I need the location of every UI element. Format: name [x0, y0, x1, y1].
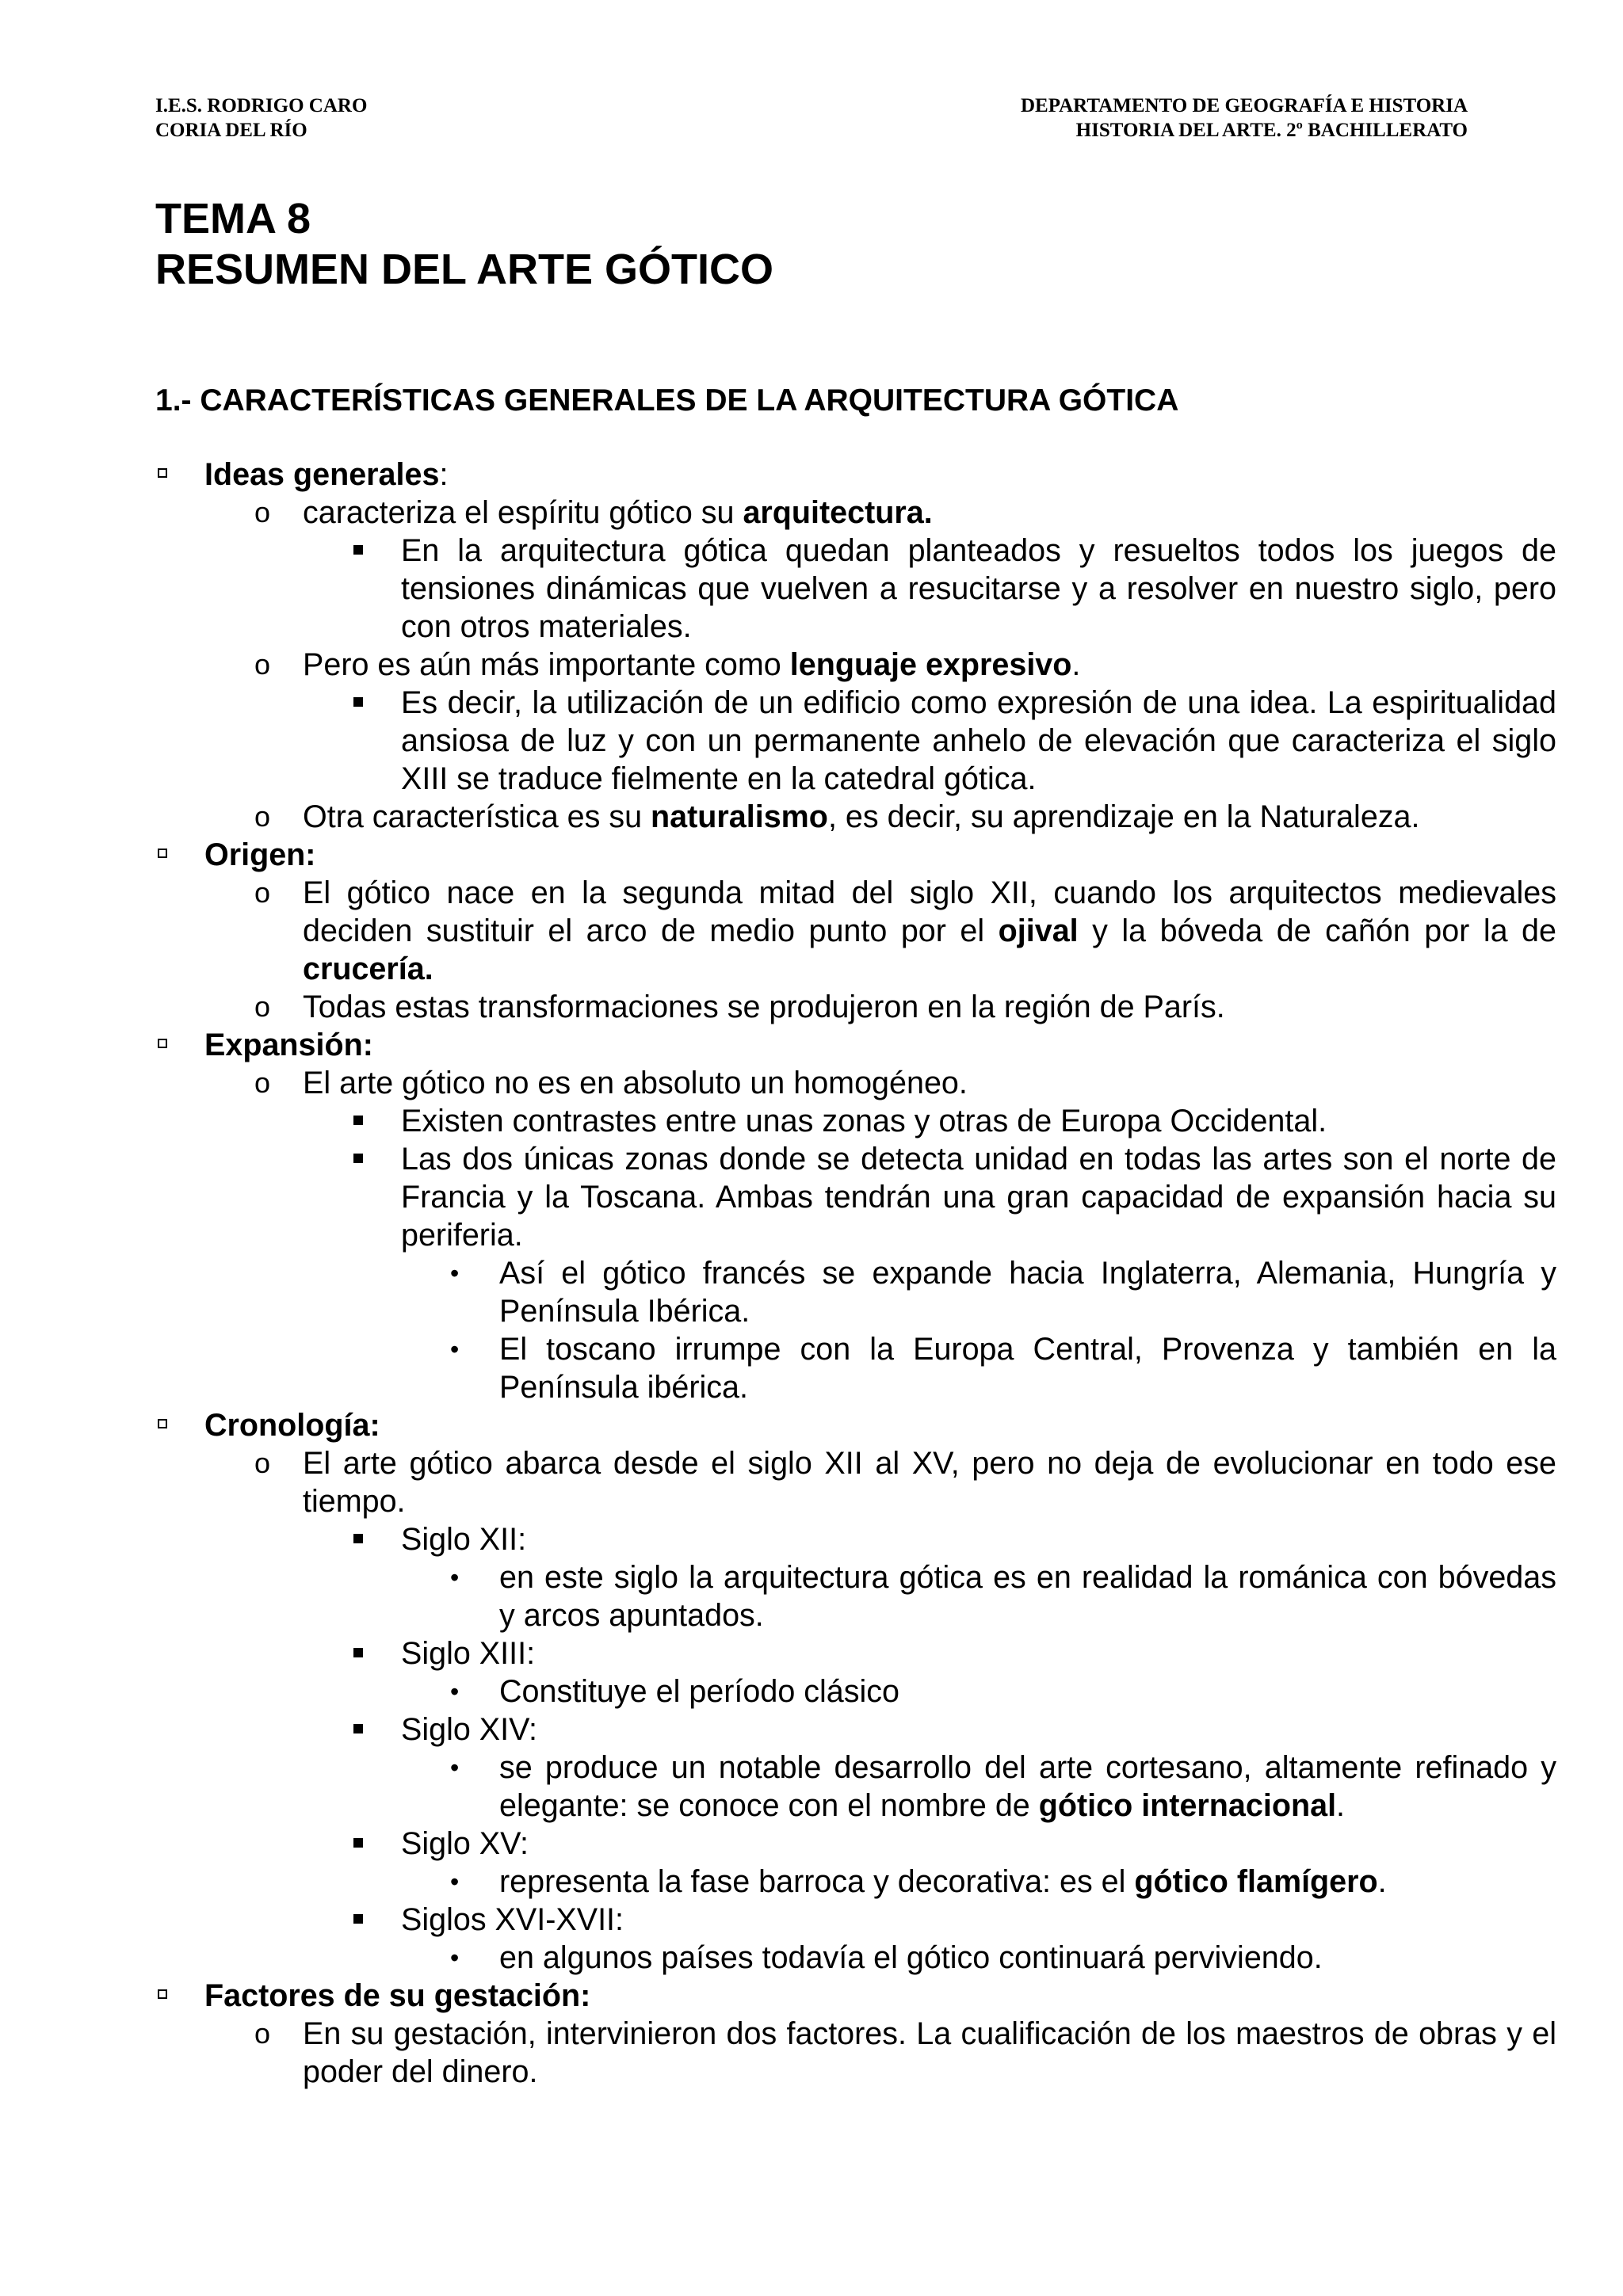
outline-item-text [401, 1142, 1556, 1253]
outline-item-text [303, 799, 1419, 834]
filled-square-bullet-icon [353, 1634, 363, 1672]
hollow-square-bullet-icon [158, 1026, 167, 1064]
title-line-2: RESUMEN DEL ARTE GÓTICO [155, 246, 774, 293]
section-heading: 1.- CARACTERÍSTICAS GENERALES DE LA ARQUITECTURA GÓTICA [155, 383, 1179, 418]
outline-item-level-1 [155, 456, 1550, 494]
bold-term: naturalismo [651, 799, 828, 834]
text-run: caracteriza el espíritu gótico su [303, 495, 743, 530]
round-dot-bullet-icon: • [450, 1335, 460, 1363]
filled-square-bullet-icon [353, 684, 363, 722]
outline-item-level-4 [155, 1749, 1556, 1825]
text-run: Así el gótico francés se expande hacia Inglaterra, Alemania, Hungría y Península Ibérica. [499, 1256, 1556, 1329]
text-run: El gótico nace en la segunda mitad del siglo XII, cuando los arquitectos medievales deciden sustituir el arco de medio punto por el [303, 875, 1556, 948]
hollow-square-bullet-icon [158, 836, 167, 874]
outline-item-level-2 [155, 646, 1556, 684]
filled-square-bullet-icon [353, 1520, 363, 1558]
hollow-square-bullet-icon [158, 456, 167, 494]
outline-item-level-3 [155, 1140, 1556, 1254]
outline-item-text [499, 1864, 1387, 1899]
filled-square-bullet-icon [353, 1711, 363, 1749]
round-dot-bullet-icon: • [450, 1677, 460, 1706]
round-dot-bullet-icon: • [450, 1259, 460, 1287]
school-town: CORIA DEL RÍO [155, 120, 307, 141]
bold-term: gótico flamígero [1134, 1864, 1378, 1899]
text-run: El toscano irrumpe con la Europa Central, Provenza y también en la Península ibérica. [499, 1332, 1556, 1405]
text-run: Siglo XIII: [401, 1636, 536, 1671]
outline-item-level-1 [155, 836, 1550, 874]
bold-term: ojival [998, 913, 1079, 948]
outline-item-level-3 [155, 1901, 1556, 1939]
outline-item-level-3 [155, 684, 1556, 798]
outline-item-text [204, 1978, 590, 2013]
title-line-1: TEMA 8 [155, 195, 311, 242]
round-dot-bullet-icon: • [450, 1753, 460, 1782]
outline-item-text [303, 875, 1556, 986]
outline-item-text [499, 1560, 1556, 1633]
text-run: Es decir, la utilización de un edificio como expresión de una idea. La espiritualidad ansiosa de luz y con un permanente anhelo de elevación que caracteriza el siglo XIII se traduce fielmente en la catedral gótica. [401, 685, 1556, 796]
bold-term: Cronología: [204, 1408, 380, 1443]
outline-item-level-2 [155, 2015, 1556, 2091]
bold-term: Ideas generales [204, 457, 440, 492]
outline-item-level-3 [155, 1634, 1556, 1672]
outline-item-level-2 [155, 494, 1556, 532]
bold-term: Factores de su gestación: [204, 1978, 591, 2013]
filled-square-bullet-icon [353, 1901, 363, 1939]
outline-item-text [401, 1902, 624, 1937]
outline-item-text [499, 1750, 1556, 1823]
outline-item-text [499, 1256, 1556, 1329]
text-run: Pero es aún más importante como [303, 647, 790, 682]
outline-item-level-4 [155, 1863, 1556, 1901]
circle-o-bullet-icon: o [254, 990, 271, 1023]
hollow-square-bullet-icon [158, 1406, 167, 1444]
outline-item-level-4 [155, 1330, 1556, 1406]
circle-o-bullet-icon: o [254, 1447, 271, 1479]
text-run: Todas estas transformaciones se produjeron en la región de París. [303, 990, 1225, 1024]
text-run: representa la fase barroca y decorativa: es el [499, 1864, 1135, 1899]
outline-item-text [204, 837, 315, 872]
department-name: DEPARTAMENTO DE GEOGRAFÍA E HISTORIA [1020, 95, 1468, 116]
bold-term: gótico internacional [1038, 1788, 1337, 1823]
outline-item-level-1 [155, 1406, 1550, 1444]
outline-item-level-3 [155, 1711, 1556, 1749]
outline-item-text [303, 647, 1080, 682]
filled-square-bullet-icon [353, 1825, 363, 1863]
text-run: , es decir, su aprendizaje en la Naturaleza. [827, 799, 1420, 834]
outline-item-level-2 [155, 1444, 1556, 1520]
outline-item-level-4 [155, 1939, 1556, 1977]
outline-list [155, 456, 1556, 2091]
outline-item-level-1 [155, 1977, 1550, 2015]
text-run: . [1071, 647, 1081, 682]
circle-o-bullet-icon: o [254, 648, 271, 681]
outline-item-text [401, 1712, 537, 1747]
text-run: En su gestación, intervinieron dos factores. La cualificación de los maestros de obras y el poder del dinero. [303, 2016, 1556, 2089]
outline-item-text [303, 1066, 968, 1100]
round-dot-bullet-icon: • [450, 1867, 460, 1896]
outline-item-level-2 [155, 988, 1556, 1026]
course-name: HISTORIA DEL ARTE. 2º BACHILLERATO [1075, 120, 1468, 141]
filled-square-bullet-icon [353, 1102, 363, 1140]
document-title [155, 193, 773, 295]
text-run: . [1336, 1788, 1346, 1823]
text-run: Otra característica es su [303, 799, 651, 834]
filled-square-bullet-icon [353, 532, 363, 570]
outline-item-level-3 [155, 1520, 1556, 1558]
text-run: . [1377, 1864, 1387, 1899]
outline-item-level-4 [155, 1254, 1556, 1330]
outline-item-text [401, 685, 1556, 796]
outline-item-text [204, 1028, 373, 1062]
text-run: y la bóveda de cañón por la de [1078, 913, 1556, 948]
header-left [155, 93, 367, 143]
circle-o-bullet-icon: o [254, 876, 271, 909]
text-run: El arte gótico no es en absoluto un homogéneo. [303, 1066, 968, 1100]
outline-item-text [204, 457, 448, 492]
outline-item-text [401, 1826, 529, 1861]
text-run: Siglos XVI-XVII: [401, 1902, 624, 1937]
outline-item-text [401, 1522, 526, 1557]
bold-term: arquitectura. [743, 495, 933, 530]
outline-item-text [401, 1104, 1327, 1138]
bold-term: Expansión: [204, 1028, 373, 1062]
text-run: Siglo XV: [401, 1826, 529, 1861]
outline-item-level-2 [155, 798, 1556, 836]
outline-item-level-3 [155, 1825, 1556, 1863]
circle-o-bullet-icon: o [254, 1066, 271, 1099]
text-run: se produce un notable desarrollo del arte cortesano, altamente refinado y elegante: se conoce con el nombre de [499, 1750, 1556, 1823]
outline-item-level-4 [155, 1558, 1556, 1634]
circle-o-bullet-icon: o [254, 496, 271, 528]
school-name: I.E.S. RODRIGO CARO [155, 95, 368, 116]
outline-item-level-2 [155, 1064, 1556, 1102]
outline-item-level-2 [155, 874, 1556, 988]
circle-o-bullet-icon: o [254, 2017, 271, 2050]
hollow-square-bullet-icon [158, 1977, 167, 2015]
text-run: El arte gótico abarca desde el siglo XII al XV, pero no deja de evolucionar en todo ese tiempo. [303, 1446, 1556, 1519]
text-run: Siglo XIV: [401, 1712, 537, 1747]
filled-square-bullet-icon [353, 1140, 363, 1178]
text-run: en algunos países todavía el gótico continuará perviviendo. [499, 1940, 1323, 1975]
text-run: Las dos únicas zonas donde se detecta unidad en todas las artes son el norte de Francia y la Toscana. Ambas tendrán una gran capacidad de expansión hacia su periferia. [401, 1142, 1556, 1253]
outline-item-level-4 [155, 1672, 1556, 1711]
outline-item-text [401, 533, 1556, 644]
circle-o-bullet-icon: o [254, 800, 271, 833]
outline-item-text [303, 495, 933, 530]
round-dot-bullet-icon: • [450, 1563, 460, 1592]
outline-item-level-1 [155, 1026, 1550, 1064]
outline-item-text [303, 1446, 1556, 1519]
outline-item-level-3 [155, 532, 1556, 646]
bold-term: Origen: [204, 837, 316, 872]
outline-item-text [499, 1940, 1323, 1975]
text-run: Constituye el período clásico [499, 1674, 899, 1709]
bold-term: lenguaje expresivo [789, 647, 1072, 682]
header-right [1021, 93, 1468, 143]
text-run: En la arquitectura gótica quedan planteados y resueltos todos los juegos de tensiones dinámicas que vuelven a resucitarse y a resolver en nuestro siglo, pero con otros materiales. [401, 533, 1556, 644]
outline-item-text [499, 1674, 899, 1709]
outline-item-text [499, 1332, 1556, 1405]
text-run: Siglo XII: [401, 1522, 527, 1557]
outline-item-text [204, 1408, 380, 1443]
text-run: : [439, 457, 449, 492]
outline-item-text [303, 990, 1225, 1024]
text-run: en este siglo la arquitectura gótica es en realidad la románica con bóvedas y arcos apuntados. [499, 1560, 1556, 1633]
text-run: Existen contrastes entre unas zonas y otras de Europa Occidental. [401, 1104, 1327, 1138]
outline-item-level-3 [155, 1102, 1556, 1140]
outline-item-text [303, 2016, 1556, 2089]
round-dot-bullet-icon: • [450, 1943, 460, 1972]
outline-item-text [401, 1636, 535, 1671]
bold-term: crucería. [303, 952, 433, 986]
